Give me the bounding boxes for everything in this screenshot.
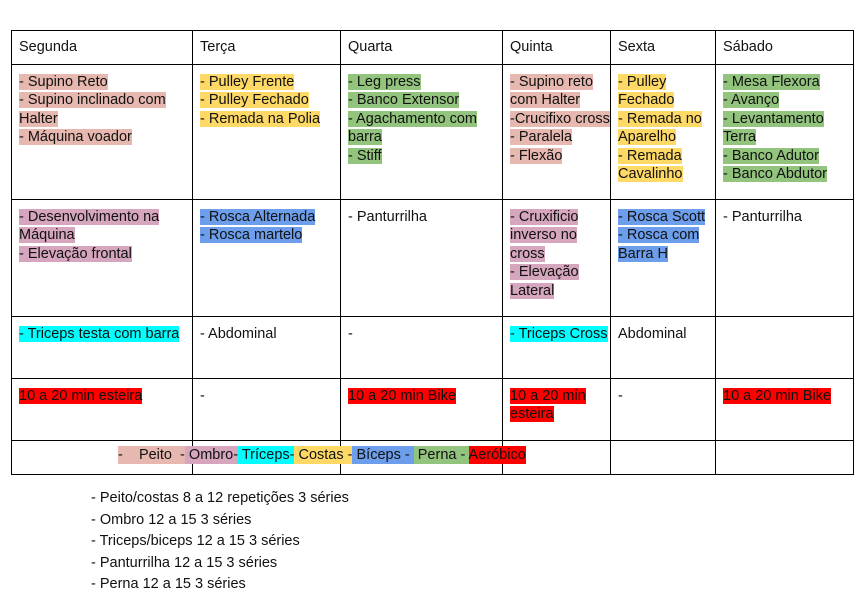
exercise-cell bbox=[341, 65, 503, 200]
exercise-cell bbox=[503, 379, 611, 441]
legend-item: Perna - bbox=[413, 447, 469, 463]
exercise-cell bbox=[341, 379, 503, 441]
exercise-list bbox=[618, 326, 687, 342]
exercise-list bbox=[618, 74, 702, 182]
exercise-item: - Remada na Polia bbox=[200, 110, 321, 127]
exercise-cell bbox=[716, 200, 854, 317]
exercise-item: - Abdominal bbox=[200, 326, 277, 342]
exercise-cell bbox=[193, 317, 341, 379]
exercise-item: - Panturrilha bbox=[348, 209, 427, 225]
exercise-cell bbox=[716, 379, 854, 441]
note-item: - Triceps/biceps 12 a 15 3 séries bbox=[91, 533, 300, 549]
exercise-item: - Avanço bbox=[723, 92, 780, 109]
legend-item: Ombro- bbox=[184, 447, 239, 463]
exercise-item: - Elevação frontal bbox=[19, 245, 132, 262]
exercise-item: - Cruxificio inverso no cross bbox=[510, 209, 579, 262]
exercise-cell bbox=[716, 65, 854, 200]
exercise-list bbox=[510, 209, 579, 299]
day-header: Sexta bbox=[611, 31, 716, 65]
exercise-item: - Triceps Cross bbox=[510, 326, 608, 342]
exercise-list bbox=[723, 74, 827, 182]
exercise-item: - Banco Abdutor bbox=[723, 166, 827, 183]
exercise-item: - bbox=[348, 326, 353, 342]
exercise-list bbox=[510, 388, 586, 422]
exercise-item: - Rosca com Barra H bbox=[618, 227, 700, 262]
exercise-item: - Remada no Aparelho bbox=[618, 110, 702, 146]
exercise-item: - Triceps testa com barra bbox=[19, 326, 180, 342]
exercise-item: 10 a 20 min esteira bbox=[19, 388, 143, 404]
exercise-item: - Mesa Flexora bbox=[723, 74, 820, 90]
exercise-cell bbox=[503, 317, 611, 379]
exercise-list bbox=[19, 326, 179, 342]
exercise-list bbox=[19, 209, 159, 262]
exercise-cell bbox=[611, 441, 716, 475]
day-header: Terça bbox=[193, 31, 341, 65]
exercise-list bbox=[200, 74, 320, 127]
exercise-cell bbox=[611, 317, 716, 379]
legend-item: Bíceps - bbox=[352, 447, 414, 463]
note-item: - Ombro 12 a 15 3 séries bbox=[91, 511, 252, 528]
color-legend bbox=[118, 446, 526, 465]
exercise-item: - Supino inclinado com Halter bbox=[19, 92, 166, 127]
exercise-list bbox=[348, 74, 477, 164]
exercise-item: - Panturrilha bbox=[723, 209, 802, 225]
exercise-item: -Crucifixo cross bbox=[510, 110, 610, 127]
exercise-cell bbox=[503, 200, 611, 317]
exercise-cell bbox=[716, 317, 854, 379]
exercise-item: - bbox=[618, 388, 623, 404]
exercise-item: Abdominal bbox=[618, 326, 687, 342]
note-item: - Perna 12 a 15 3 séries bbox=[91, 576, 246, 592]
exercise-list bbox=[348, 209, 427, 225]
exercise-cell bbox=[611, 65, 716, 200]
exercise-cell bbox=[12, 379, 193, 441]
exercise-item: - Levantamento Terra bbox=[723, 110, 824, 146]
day-header: Segunda bbox=[12, 31, 193, 65]
exercise-cell bbox=[12, 317, 193, 379]
header-row bbox=[12, 31, 854, 65]
exercise-list bbox=[510, 326, 608, 342]
note-item: - Panturrilha 12 a 15 3 séries bbox=[91, 554, 278, 571]
exercise-item: - bbox=[200, 388, 205, 404]
note-item: - Peito/costas 8 a 12 repetições 3 séries bbox=[91, 490, 349, 506]
exercise-item: - Stiff bbox=[348, 147, 382, 164]
exercise-item: - Pulley Frente bbox=[200, 74, 295, 90]
exercise-list bbox=[723, 388, 831, 404]
series-notes bbox=[91, 488, 349, 596]
day-header: Sábado bbox=[716, 31, 854, 65]
exercise-item: - Leg press bbox=[348, 74, 421, 90]
exercise-cell bbox=[12, 200, 193, 317]
exercise-cell bbox=[503, 65, 611, 200]
exercise-item: - Flexão bbox=[510, 147, 563, 164]
exercise-cell bbox=[193, 65, 341, 200]
exercise-item: - Desenvolvimento na Máquina bbox=[19, 209, 160, 244]
exercise-list bbox=[200, 326, 277, 342]
exercise-item: - Banco Adutor bbox=[723, 147, 819, 164]
exercise-cell bbox=[193, 200, 341, 317]
table-row bbox=[12, 379, 854, 441]
legend-item: Aeróbico bbox=[468, 447, 526, 463]
table-row bbox=[12, 65, 854, 200]
exercise-list bbox=[200, 388, 205, 404]
table-row bbox=[12, 200, 854, 317]
exercise-item: - Elevação Lateral bbox=[510, 264, 579, 299]
exercise-item: - Banco Extensor bbox=[348, 92, 460, 109]
exercise-item: - Agachamento com barra bbox=[348, 110, 477, 146]
exercise-cell bbox=[611, 379, 716, 441]
exercise-list bbox=[510, 74, 610, 164]
exercise-list bbox=[618, 209, 705, 262]
exercise-cell bbox=[611, 200, 716, 317]
day-header: Quinta bbox=[503, 31, 611, 65]
exercise-item: - Supino reto com Halter bbox=[510, 74, 594, 109]
exercise-list bbox=[19, 74, 166, 145]
exercise-list bbox=[618, 388, 623, 404]
exercise-item: 10 a 20 min Bike bbox=[723, 388, 832, 404]
exercise-item: - Rosca martelo bbox=[200, 227, 303, 244]
exercise-list bbox=[723, 209, 802, 225]
exercise-item: - Rosca Scott bbox=[618, 209, 706, 225]
exercise-item: - Supino Reto bbox=[19, 74, 108, 90]
exercise-item: - Máquina voador bbox=[19, 129, 132, 146]
exercise-cell bbox=[716, 441, 854, 475]
exercise-item: - Pulley Fechado bbox=[618, 74, 675, 109]
exercise-cell bbox=[193, 379, 341, 441]
exercise-list bbox=[200, 209, 315, 243]
exercise-list bbox=[348, 326, 353, 342]
exercise-cell bbox=[12, 65, 193, 200]
legend-item: Tríceps- bbox=[238, 447, 295, 463]
exercise-cell bbox=[341, 317, 503, 379]
legend-item: Costas - bbox=[294, 447, 353, 463]
day-header: Quarta bbox=[341, 31, 503, 65]
exercise-item: - Rosca Alternada bbox=[200, 209, 316, 225]
exercise-item: - Pulley Fechado bbox=[200, 92, 309, 109]
exercise-list bbox=[348, 388, 456, 404]
exercise-item: 10 a 20 min Bike bbox=[348, 388, 457, 404]
exercise-item: - Paralela bbox=[510, 129, 573, 146]
exercise-item: 10 a 20 min esteira bbox=[510, 388, 586, 423]
exercise-list bbox=[19, 388, 142, 404]
exercise-cell bbox=[341, 200, 503, 317]
exercise-item: - Remada Cavalinho bbox=[618, 147, 683, 183]
table-row bbox=[12, 317, 854, 379]
legend-item: - Peito - bbox=[118, 447, 185, 463]
workout-table bbox=[11, 30, 854, 475]
